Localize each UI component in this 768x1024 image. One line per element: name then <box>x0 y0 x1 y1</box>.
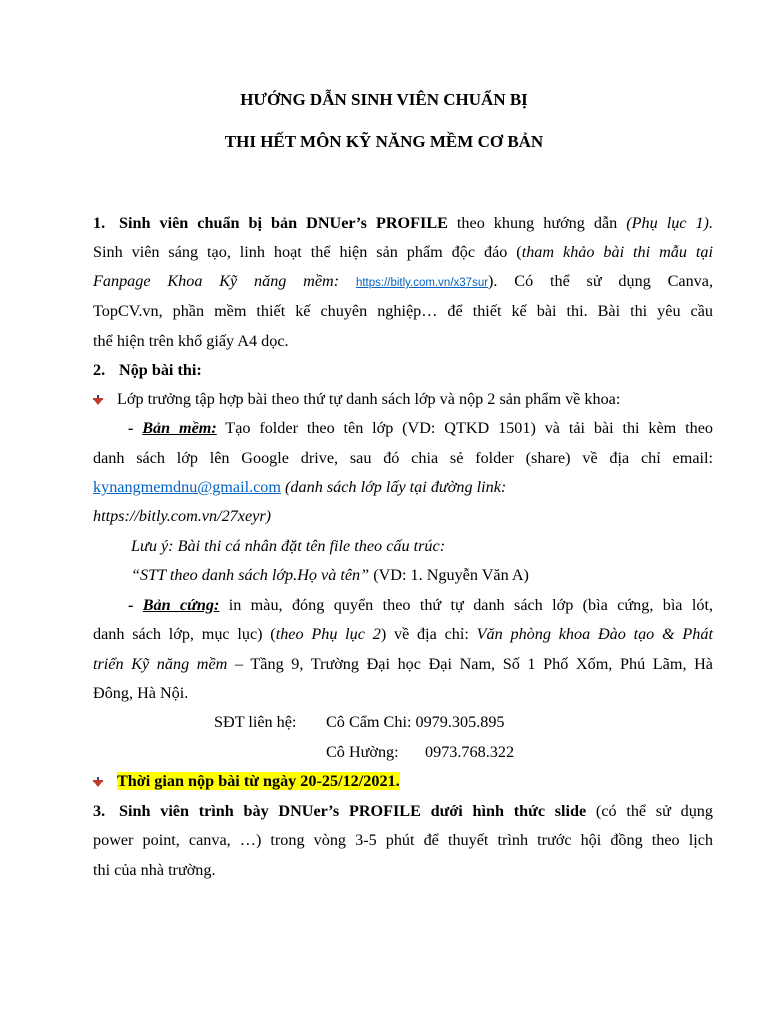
item1-text1: theo khung hướng dẫn <box>447 214 627 232</box>
soft-text: Tạo folder theo tên lớp (VD: QTKD 1501) và tải bài thi kèm theo <box>216 419 713 437</box>
contact-1: Cô Cẩm Chi: 0979.305.895 <box>326 713 505 731</box>
item1-number: 1. <box>93 214 106 232</box>
soft-label: Bản mềm: <box>142 419 217 437</box>
appendix2-ref: theo Phụ lục 2 <box>275 625 381 643</box>
hard-label: Bản cứng: <box>142 596 220 614</box>
hard-dash: - <box>128 596 143 614</box>
office-name-part2: triển Kỹ năng mềm <box>93 655 228 673</box>
office-name-part1: Văn phòng khoa Đào tạo & Phát <box>476 625 713 643</box>
email-note: (danh sách lớp lấy tại đường link: <box>281 478 507 496</box>
title-line-1: HƯỚNG DẪN SINH VIÊN CHUẨN BỊ <box>240 90 528 109</box>
deadline-line <box>93 771 713 791</box>
class-list-link: https://bitly.com.vn/27xeyr) <box>93 507 272 525</box>
note-line1: Lưu ý: Bài thi cá nhân đặt tên file theo cấu trúc: <box>131 537 446 555</box>
soft-copy-line2: danh sách lớp lên Google drive, sau đó chia sẻ folder (share) về địa chỉ email: <box>93 449 713 467</box>
item1-ref1: (Phụ lục 1). <box>626 214 713 232</box>
soft-copy-line1 <box>128 418 713 438</box>
item1-line4: TopCV.vn, phần mềm thiết kế chuyên nghiệp… để thiết kế bài thi. Bài thi yêu cầu <box>93 302 713 320</box>
item3-line1 <box>93 801 713 821</box>
arrow-bullet-icon <box>93 395 103 405</box>
item2-heading-line <box>93 360 713 380</box>
item3-line3: thi của nhà trường. <box>93 861 216 879</box>
note-format: “STT theo danh sách lớp.Họ và tên” <box>131 566 370 584</box>
item1-line1 <box>93 213 713 233</box>
soft-dash: - <box>128 419 143 437</box>
item1-line5: thể hiện trên khổ giấy A4 dọc. <box>93 332 289 350</box>
contact-label: SĐT liên hệ: <box>214 713 297 731</box>
hard-text: in màu, đóng quyển theo thứ tự danh sách lớp (bìa cứng, bìa lót, <box>219 596 713 614</box>
item1-line2 <box>93 242 713 262</box>
item2-bullet1-line <box>93 389 713 409</box>
item1-line2b: tham khảo bài thi mẫu tại <box>521 243 713 261</box>
item3-number: 3. <box>93 802 106 820</box>
item2-bullet1: Lớp trưởng tập hợp bài theo thứ tự danh sách lớp và nộp 2 sản phẩm về khoa: <box>117 390 621 408</box>
fanpage-link[interactable]: https://bitly.com.vn/x37sur <box>355 277 489 289</box>
soft-copy-line3 <box>93 477 713 497</box>
item1-line2a: Sinh viên sáng tạo, linh hoạt thể hiện sản phẩm độc đáo ( <box>93 243 522 261</box>
contact-2-name: Cô Hường: <box>326 743 399 761</box>
item2-number: 2. <box>93 361 106 379</box>
hard-line2a: danh sách lớp, mục lục) ( <box>93 625 276 643</box>
item1-line3a: Fanpage Khoa Kỹ năng mềm: <box>93 272 356 290</box>
hard-copy-line1 <box>128 595 713 615</box>
item3-line2: power point, canva, …) trong vòng 3-5 phút để thuyết trình trước hội đồng theo lịch <box>93 831 713 849</box>
item1-bold: Sinh viên chuẩn bị bản DNUer’s PROFILE <box>119 214 448 232</box>
email-link[interactable]: kynangmemdnu@gmail.com <box>93 478 281 496</box>
contact-2-phone: 0973.768.322 <box>425 743 515 761</box>
hard-copy-line2 <box>93 624 713 644</box>
item3-bold: Sinh viên trình bày DNUer’s PROFILE dưới hình thức slide <box>119 802 587 820</box>
hard-copy-line3 <box>93 654 713 674</box>
office-address: – Tầng 9, Trường Đại học Đại Nam, Số 1 Phố Xốm, Phú Lãm, Hà <box>227 655 713 673</box>
hard-copy-line4: Đông, Hà Nội. <box>93 684 189 702</box>
item2-heading: Nộp bài thi: <box>119 361 202 379</box>
arrow-bullet-icon <box>93 777 103 787</box>
hard-line2c: ) về địa chỉ: <box>380 625 477 643</box>
item1-line3 <box>93 271 713 293</box>
note-example: (VD: 1. Nguyễn Văn A) <box>369 566 529 584</box>
deadline-text: Thời gian nộp bài từ ngày 20-25/12/2021. <box>117 772 400 790</box>
item1-line3b: ). Có thể sử dụng Canva, <box>488 272 714 290</box>
title-line-2: THI HẾT MÔN KỸ NĂNG MỀM CƠ BẢN <box>224 132 544 151</box>
item3-text1: (có thể sử dụng <box>586 802 713 820</box>
note-line2 <box>131 565 751 585</box>
